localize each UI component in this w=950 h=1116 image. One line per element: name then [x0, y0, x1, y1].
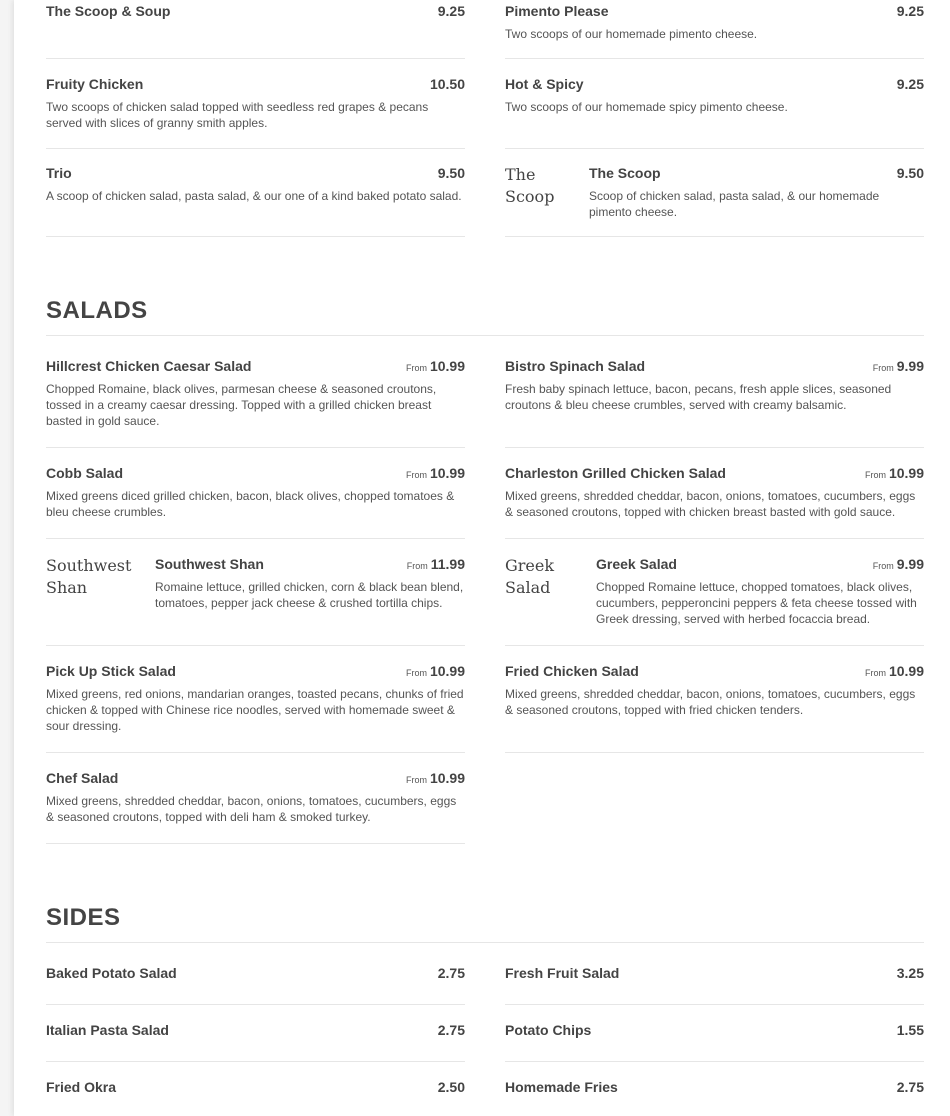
item-price: 10.50: [429, 76, 465, 92]
menu-item[interactable]: [505, 1068, 924, 1116]
menu-item[interactable]: [46, 347, 465, 448]
item-price: From 9.99: [872, 358, 924, 374]
item-name: Hillcrest Chicken Caesar Salad: [46, 358, 252, 374]
item-name: Pick Up Stick Salad: [46, 663, 176, 679]
menu-item[interactable]: [46, 454, 465, 539]
item-name: Hot & Spicy: [505, 76, 584, 92]
menu-item[interactable]: [505, 154, 924, 237]
menu-item[interactable]: [505, 652, 924, 753]
item-description: Chopped Romaine lettuce, chopped tomatoes, black olives, cucumbers, pepperoncini peppers & feta cheese tossed with Greek dressing, served with herbed focaccia bread.: [596, 580, 917, 626]
menu-item[interactable]: [46, 65, 465, 149]
item-name: The Scoop & Soup: [46, 3, 171, 19]
item-name: Charleston Grilled Chicken Salad: [505, 465, 726, 481]
menu-item[interactable]: [505, 545, 924, 646]
item-price: From 9.99: [872, 556, 924, 572]
item-price: 2.75: [896, 1079, 924, 1095]
item-price: 2.75: [437, 1022, 465, 1038]
item-name: Cobb Salad: [46, 465, 124, 481]
item-price: From 10.99: [864, 465, 924, 481]
item-price: 9.25: [896, 3, 924, 19]
item-image-alt: Greek Salad: [505, 556, 555, 597]
item-description: Mixed greens, red onions, mandarian oranges, toasted pecans, chunks of fried chicken & topped with Chinese rice noodles, served with homemade sweet & sour dressing.: [46, 687, 464, 733]
item-price: 9.50: [437, 165, 465, 181]
menu-item[interactable]: [46, 759, 465, 844]
item-price: 9.50: [896, 165, 924, 181]
item-name: Greek Salad: [596, 556, 677, 572]
menu-item[interactable]: [505, 954, 924, 1005]
item-price: 9.25: [437, 3, 465, 19]
section-title-sides: SIDES: [46, 906, 924, 943]
menu-item[interactable]: [46, 1011, 465, 1062]
from-label: From: [864, 668, 886, 678]
from-label: From: [405, 775, 427, 785]
item-description: Mixed greens, shredded cheddar, bacon, onions, tomatoes, cucumbers, eggs & seasoned croutons, topped with fried chicken tenders.: [505, 687, 916, 717]
item-price: From 10.99: [405, 465, 465, 481]
menu-item[interactable]: [505, 0, 924, 59]
item-description: Scoop of chicken salad, pasta salad, & our homemade pimento cheese.: [589, 189, 880, 219]
item-name: Fried Okra: [46, 1079, 117, 1095]
from-label: From: [405, 470, 427, 480]
item-name: Southwest Shan: [155, 556, 264, 572]
menu-item[interactable]: [46, 0, 465, 59]
item-description: Mixed greens, shredded cheddar, bacon, onions, tomatoes, cucumbers, eggs & seasoned croutons, topped with deli ham & smoked turkey.: [46, 794, 457, 824]
item-price: 9.25: [896, 76, 924, 92]
from-label: From: [864, 470, 886, 480]
item-price: From 11.99: [406, 556, 465, 572]
menu-item[interactable]: [46, 545, 465, 646]
item-name: Potato Chips: [505, 1022, 592, 1038]
item-image-alt: The Scoop: [505, 165, 555, 206]
item-description: Mixed greens, shredded cheddar, bacon, onions, tomatoes, cucumbers, eggs & seasoned croutons, topped with chicken breast basted with gold sauce.: [505, 489, 916, 519]
item-name: The Scoop: [589, 165, 661, 181]
menu-item[interactable]: [46, 1068, 465, 1116]
menu-item[interactable]: [46, 954, 465, 1005]
item-image-alt: Southwest Shan: [46, 556, 132, 597]
item-name: Trio: [46, 165, 72, 181]
item-price: From 10.99: [405, 770, 465, 786]
item-description: Fresh baby spinach lettuce, bacon, pecans, fresh apple slices, seasoned croutons & bleu cheese crumbles, served with creamy balsamic.: [505, 382, 892, 412]
item-description: Mixed greens diced grilled chicken, bacon, black olives, chopped tomatoes & bleu cheese crumbles.: [46, 489, 455, 519]
item-name: Chef Salad: [46, 770, 119, 786]
item-description: A scoop of chicken salad, pasta salad, & our one of a kind baked potato salad.: [46, 189, 462, 203]
item-name: Fresh Fruit Salad: [505, 965, 620, 981]
menu-item[interactable]: [505, 347, 924, 448]
from-label: From: [405, 668, 427, 678]
item-description: Two scoops of chicken salad topped with seedless red grapes & pecans served with slices of granny smith apples.: [46, 100, 429, 130]
item-price: 2.50: [437, 1079, 465, 1095]
item-price: 3.25: [896, 965, 924, 981]
item-name: Bistro Spinach Salad: [505, 358, 646, 374]
menu-item[interactable]: [505, 65, 924, 149]
item-name: Pimento Please: [505, 3, 609, 19]
item-description: Two scoops of our homemade pimento cheese.: [505, 27, 758, 41]
menu-item[interactable]: [505, 1011, 924, 1062]
from-label: From: [406, 561, 428, 571]
section-title-salads: SALADS: [46, 299, 924, 336]
item-price: 2.75: [437, 965, 465, 981]
item-description: Chopped Romaine, black olives, parmesan cheese & seasoned croutons, tossed in a creamy caesar dressing. Topped with a grilled chicken breast basted in gold sauce.: [46, 382, 437, 428]
from-label: From: [872, 363, 894, 373]
item-name: Italian Pasta Salad: [46, 1022, 169, 1038]
menu-page: [14, 0, 950, 1116]
menu-item[interactable]: [46, 154, 465, 237]
item-name: Fruity Chicken: [46, 76, 144, 92]
item-description: Two scoops of our homemade spicy pimento cheese.: [505, 100, 788, 114]
item-price: From 10.99: [405, 358, 465, 374]
item-price: From 10.99: [405, 663, 465, 679]
item-price: From 10.99: [864, 663, 924, 679]
from-label: From: [872, 561, 894, 571]
item-name: Fried Chicken Salad: [505, 663, 639, 679]
item-price: 1.55: [896, 1022, 924, 1038]
menu-item[interactable]: [505, 454, 924, 539]
item-name: Baked Potato Salad: [46, 965, 177, 981]
from-label: From: [405, 363, 427, 373]
item-description: Romaine lettuce, grilled chicken, corn & black bean blend, tomatoes, pepper jack cheese & crushed tortilla chips.: [155, 580, 464, 610]
menu-item[interactable]: [46, 652, 465, 753]
item-name: Homemade Fries: [505, 1079, 618, 1095]
